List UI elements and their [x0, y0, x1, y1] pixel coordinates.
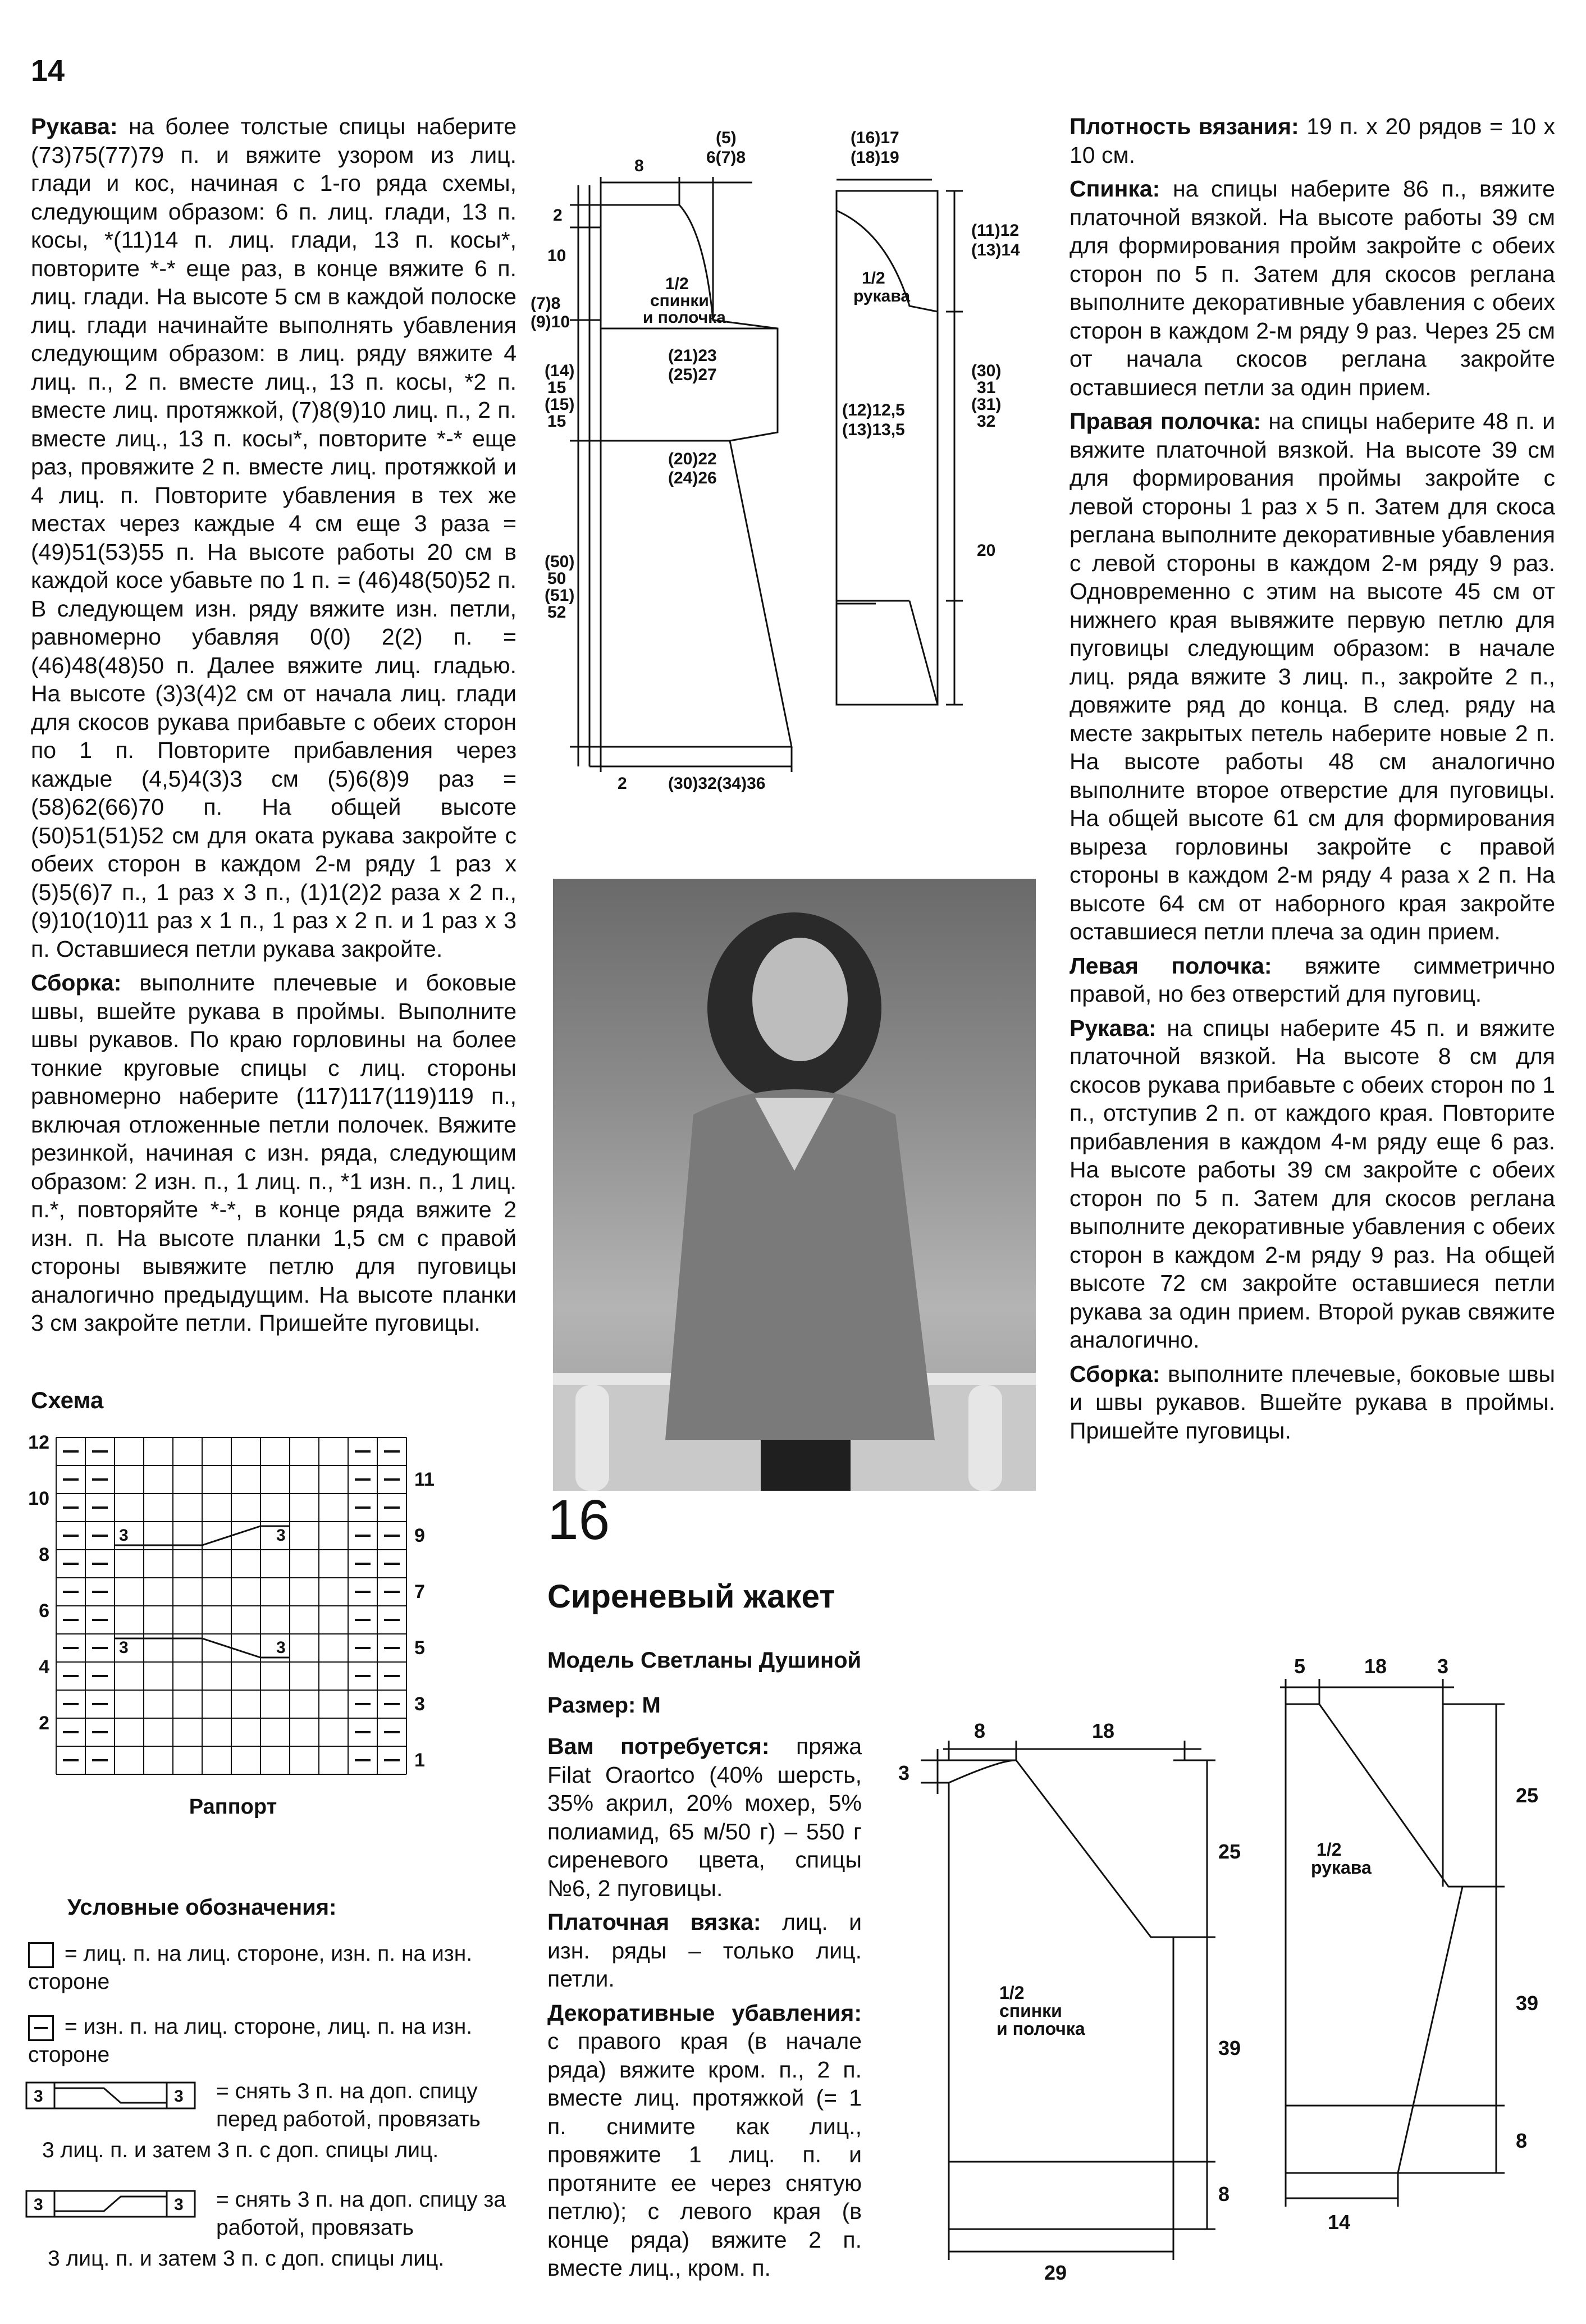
dim-w-2022: (20)22 [668, 450, 717, 468]
sleeve16-label-2: рукава [1311, 1857, 1372, 1878]
right-front-paragraph: Правая полочка: на спицы наберите 48 п. и вяжите платочной вязкой. На высоте 39 см для формирования проймы закройте с левой стороны 1 раз х 5 п. Затем для скоса реглана выполните декоративные убавления с левой стороны в каждом 2-м ряду 9 раз. Одновременно с этим на высоте 45 см от нижнего края вывяжите первую петлю для пуговицы следующим образом: в начале лиц. ряда вяжите 3 лиц. п., закройте 2 п., довяжите ряд до конца. В след. ряду на месте закрытых петель наберите новые 2 п. На высоте работы 48 см аналогично выполните второе отверстие для пуговицы. На общей высоте 61 см для формирования выреза горловины закройте с правой стороны в каждом 2-м ряду 4 раза х 2 п. На высоте 64 см от наборного края закройте оставшиеся петли плеча за один прием. [1069, 408, 1555, 944]
body16-label-2: спинки [999, 2001, 1062, 2021]
svg-text:3: 3 [174, 2087, 184, 2106]
model-title: Сиреневый жакет [547, 1578, 835, 1615]
dim16b-r-25: 25 [1516, 1784, 1539, 1807]
chart-grid [56, 1437, 406, 1774]
cable-back-symbol-icon [25, 2189, 199, 2220]
legend-item-knit [28, 1940, 511, 1996]
dim16b-r-8: 8 [1516, 2129, 1528, 2152]
svg-text:4: 4 [39, 1656, 49, 1678]
body16-label-3: и полочка [997, 2019, 1085, 2039]
svg-text:5: 5 [414, 1637, 425, 1659]
knit-symbol-icon [28, 1942, 54, 1968]
dim-left-51: (51) [545, 586, 575, 605]
left-column-text [31, 112, 517, 1343]
svg-text:8: 8 [39, 1544, 49, 1565]
dim-left-15c: 15 [547, 412, 566, 431]
chart-title: Схема [31, 1387, 104, 1413]
svg-text:3: 3 [276, 1638, 286, 1657]
dim-left-52: 52 [547, 603, 566, 622]
svg-text:11: 11 [414, 1469, 435, 1490]
schematic-model-16-sleeve [1263, 1640, 1566, 2302]
legend-text-knit: = лиц. п. на лиц. стороне, изн. п. на изн. стороне [28, 1942, 473, 1994]
sleeves-paragraph [31, 112, 517, 963]
sleeve-label-2: рукава [853, 287, 911, 305]
dim16b-top-5: 5 [1294, 1655, 1306, 1678]
svg-text:3: 3 [174, 2195, 184, 2214]
assembly-body: выполните плечевые и боковые швы, вшейте рукава в проймы. Выполните швы рукавов. По краю горловины на более тонкие круговые спицы с лиц. стороны равномерно наберите (117)117(119)119 п., включая отложенные петли полочек. Вяжите резинкой, начиная с изн. ряда, следующим образом: 2 изн. п., 1 лиц. п., *1 изн. п., 1 лиц. п.*, повторяйте *-*, в конце ряда вяжите 2 изн. п. На высоте планки 1,5 см с правой стороны вывяжите петлю для пуговицы аналогично предыдущим. На высоте планки 3 см закройте петли. Пришейте пуговицы. [31, 970, 517, 1336]
dim-left-2: 2 [553, 206, 563, 225]
svg-text:3: 3 [119, 1638, 129, 1657]
dim-sleeve-1819: (18)19 [851, 148, 899, 167]
dim-bottom-2: 2 [618, 774, 627, 793]
model16-text [547, 1732, 862, 2288]
dim16b-bottom-14: 14 [1328, 2211, 1351, 2234]
back-paragraph: Спинка: на спицы наберите 86 п., вяжите платочной вязкой. На высоте работы 39 см для формирования пройм закройте с обеих сторон по 5 п. Затем для скосов реглана выполните декоративные убавления с обеих сторон в каждом 2-м ряду 9 раз. Через 25 см от начала скосов реглана закройте оставшиеся петли за один прием. [1069, 176, 1555, 400]
dim-sleeve-32: 32 [977, 412, 996, 431]
dim-w-2426: (24)26 [668, 469, 717, 487]
dim-sleeve-30: (30) [971, 362, 1002, 380]
model-photo-illustration [553, 879, 1036, 1491]
dim-left-50b: 50 [547, 569, 566, 588]
need-paragraph: Вам потребуется: пряжа Filat Oraortco (40% шерсть, 35% акрил, 20% мохер, 5% полиамид, 65 м/50 г) – 550 г сиреневого цвета, спицы №6, 2 пуговицы. [547, 1733, 862, 1901]
svg-text:10: 10 [28, 1488, 49, 1509]
model-size: Размер: M [547, 1693, 661, 1718]
sleeves2-paragraph: Рукава: на спицы наберите 45 п. и вяжите платочной вязкой. На высоте 8 см для скосов рукава прибавьте с обеих сторон по 1 п., отступив 2 п. от каждого края. Повторите прибавления в каждом 4-м ряду еще 6 раз. На высоте работы 39 см закройте с обеих сторон по 5 п. Затем для скосов реглана выполните декоративные убавления с обеих сторон в каждом 2-м ряду 9 раз. На общей высоте 72 см закройте оставшиеся петли рукава за один прием. Второй рукав свяжите аналогично. [1069, 1015, 1555, 1353]
model-author: Модель Светланы Душиной [547, 1648, 862, 1673]
dim-sleeve-135: (13)13,5 [842, 421, 905, 439]
dim-bottom-30: (30)32(34)36 [668, 774, 766, 793]
legend-text-cable-front-2: 3 лиц. п. и затем 3 п. с доп. спицы лиц. [42, 2138, 439, 2162]
body-label-3: и полочка [643, 308, 726, 327]
gauge-paragraph: Плотность вязания: 19 п. х 20 рядов = 10 х 10 см. [1069, 113, 1555, 168]
dim16a-r-25: 25 [1218, 1840, 1241, 1863]
dim-left-50: (50) [545, 553, 575, 571]
legend-text-purl: = изн. п. на лиц. стороне, лиц. п. на изн. стороне [28, 2015, 473, 2067]
dim-left-910: (9)10 [531, 313, 570, 331]
dim-left-14: (14) [545, 362, 575, 380]
cable-front-symbol-icon [25, 2080, 199, 2111]
dim16b-r-39: 39 [1516, 1992, 1539, 2015]
page-number: 14 [31, 54, 65, 88]
dim-sleeve-20: 20 [977, 541, 996, 560]
dim16a-r-8: 8 [1218, 2183, 1230, 2206]
sleeve16-label-1: 1/2 [1317, 1839, 1342, 1860]
dim-left-15a: 15 [547, 378, 566, 397]
dim-sleeve-1112: (11)12 [971, 221, 1020, 240]
purl-symbol-icon [28, 2015, 54, 2041]
legend-item-purl [28, 2013, 511, 2069]
dim-sleeve-1314: (13)14 [971, 241, 1020, 259]
dim16a-left-3: 3 [898, 1761, 910, 1784]
dim-top-5: (5) [716, 129, 737, 147]
sleeves-body: на более толстые спицы наберите (73)75(77)79 п. и вяжите узором из лиц. глади и кос, начиная с 1-го ряда схемы, следующим образом: 6 п. лиц. глади, 13 п. косы, *(11)14 п. лиц. глади, 13 п. косы*, повторите *-* еще раз, в конце вяжите 6 п. лиц. глади. На высоте 5 см в каждой полоске лиц. глади начинайте выполнять убавления следующим образом: в лиц. ряду вяжите 4 лиц. п., 2 п. вместе лиц., 13 п. косы, *2 п. вместе лиц. протяжкой, (7)8(9)10 лиц. п., 2 п. вместе лиц., 13 п. косы*, повторите *-* еще раз, провяжите 2 п. вместе лиц. протяжкой и 4 лиц. п. Повторите убавления в тех же местах через каждые 4 см еще 3 раза = (49)51(53)55 п. На высоте работы 20 см в каждой косе убавьте по 1 п. = (46)48(50)52 п. В следующем изн. ряду вяжите изн. петли, равномерно убавляя 0(0) 2(2) п. = (46)48(48)50 п. Далее вяжите лиц. гладью. На высоте (3)3(4)2 см от начала лиц. глади для скосов рукава прибавьте с обеих сторон по 1 п. Повторите прибавления через каждые (4,5)4(3)3 см (5)6(8)9 раз = (58)62(66)70 п. На общей высоте (50)51(51)52 см для оката рукава закройте с обеих сторон в каждом 2-м ряду 1 раз х (5)5(6)7 п., 1 раз х 3 п., (1)1(2)2 раза х 2 п., (9)10(10)11 раз х 1 п., 1 раз х 2 п. и 1 раз х 3 п. Оставшиеся петли рукава закройте. [31, 113, 517, 962]
body-label-1: 1/2 [665, 275, 689, 293]
chart-footer: Раппорт [189, 1795, 277, 1819]
svg-text:3: 3 [276, 1526, 286, 1545]
legend-text-cable-front: = снять 3 п. на доп. спицу перед работой, провязать [216, 2079, 481, 2131]
body-label-2: спинки [650, 291, 709, 310]
svg-text:3: 3 [34, 2195, 43, 2214]
svg-text:3: 3 [34, 2087, 43, 2106]
legend-title: Условные обозначения: [67, 1895, 337, 1920]
svg-text:12: 12 [28, 1432, 49, 1453]
dim-left-78: (7)8 [531, 294, 561, 313]
body16-label-1: 1/2 [999, 1983, 1025, 2003]
dim16a-top-8: 8 [974, 1719, 986, 1742]
svg-text:2: 2 [39, 1713, 49, 1734]
dim-sleeve-31b: (31) [971, 395, 1002, 414]
legend-text-cable-back-2: 3 лиц. п. и затем 3 п. с доп. спицы лиц. [48, 2247, 445, 2271]
assembly-paragraph [31, 969, 517, 1337]
svg-text:9: 9 [414, 1525, 425, 1546]
svg-text:3: 3 [119, 1526, 129, 1545]
right-column-text [1069, 112, 1555, 1450]
knitting-chart [22, 1426, 483, 1819]
dim-w-2527: (25)27 [668, 366, 717, 384]
garter-paragraph: Платочная вязка: лиц. и изн. ряды – только лиц. петли. [547, 1909, 862, 1992]
left-front-paragraph: Левая полочка: вяжите симметрично правой, но без отверстий для пуговиц. [1069, 952, 1555, 1007]
dim16a-top-18: 18 [1092, 1719, 1115, 1742]
schematic-model-16-body [870, 1696, 1263, 2302]
svg-text:3: 3 [414, 1693, 425, 1715]
decrease-paragraph: Декоративные убавления: с правого края (в начале ряда) вяжите кром. п., 2 п. вместе лиц. протяжкой (= 1 п. снимите как лиц., провяжите 1 лиц. п. и протяните ее через снятую петлю); с левого края (в конце ряда) вяжите 2 п. вместе лиц., кром. п. [547, 1999, 862, 2281]
dim-sleeve-1617: (16)17 [851, 129, 899, 147]
dim-top-678: 6(7)8 [706, 148, 746, 167]
schematic-model-14 [528, 121, 1022, 828]
dim16b-top-18: 18 [1364, 1655, 1387, 1678]
sleeve-label-1: 1/2 [862, 269, 885, 287]
model-number: 16 [547, 1489, 610, 1551]
svg-text:1: 1 [414, 1750, 425, 1771]
svg-text:7: 7 [414, 1581, 425, 1602]
model-photo [553, 879, 1036, 1491]
dim-left-15b: (15) [545, 395, 575, 414]
dim-left-10: 10 [547, 246, 566, 265]
legend-text-cable-back: = снять 3 п. на доп. спицу за работой, провязать [216, 2188, 506, 2240]
dim-sleeve-125: (12)12,5 [842, 401, 905, 419]
dim16a-bottom-29: 29 [1044, 2261, 1067, 2284]
dim-sleeve-31a: 31 [977, 378, 996, 397]
dim-w-2123: (21)23 [668, 346, 717, 365]
sleeves-label: Рукава: [31, 113, 118, 139]
svg-text:6: 6 [39, 1600, 49, 1622]
assembly-label: Сборка: [31, 970, 122, 996]
dim16b-top-3: 3 [1437, 1655, 1449, 1678]
assembly2-paragraph: Сборка: выполните плечевые, боковые швы и швы рукавов. Вшейте рукава в проймы. Пришейте пуговицы. [1069, 1360, 1555, 1444]
dim-top-8: 8 [634, 157, 644, 175]
dim16a-r-39: 39 [1218, 2037, 1241, 2060]
